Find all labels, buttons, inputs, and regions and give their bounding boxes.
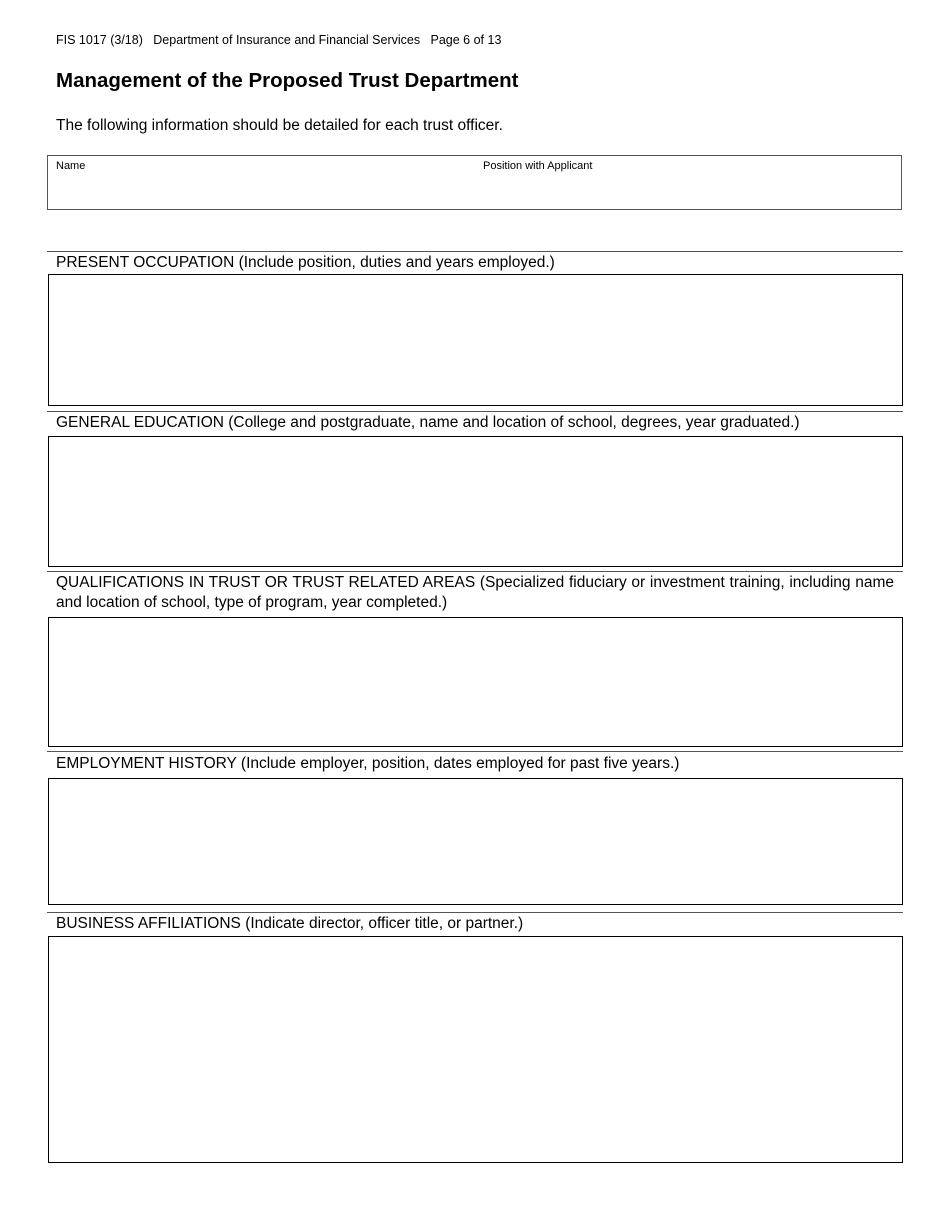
page-title: Management of the Proposed Trust Department bbox=[56, 69, 519, 92]
employment-history-field[interactable] bbox=[48, 778, 903, 905]
name-position-box[interactable] bbox=[47, 155, 902, 210]
section-divider bbox=[47, 912, 903, 913]
present-occupation-label: PRESENT OCCUPATION (Include position, duties and years employed.) bbox=[56, 254, 555, 271]
section-divider bbox=[47, 411, 903, 412]
qualifications-field[interactable] bbox=[48, 617, 903, 747]
form-header bbox=[56, 33, 501, 47]
department-name: Department of Insurance and Financial Services bbox=[153, 33, 421, 47]
business-affiliations-label: BUSINESS AFFILIATIONS (Indicate director, officer title, or partner.) bbox=[56, 915, 524, 932]
name-label: Name bbox=[56, 160, 86, 172]
section-divider bbox=[47, 751, 903, 752]
position-label: Position with Applicant bbox=[483, 160, 593, 172]
intro-text: The following information should be detailed for each trust officer. bbox=[56, 117, 503, 134]
general-education-field[interactable] bbox=[48, 436, 903, 567]
section-divider bbox=[47, 251, 903, 252]
general-education-label: GENERAL EDUCATION (College and postgraduate, name and location of school, degrees, year graduated.) bbox=[56, 414, 800, 431]
page-number: Page 6 of 13 bbox=[430, 33, 502, 47]
section-divider bbox=[47, 571, 903, 572]
present-occupation-field[interactable] bbox=[48, 274, 903, 406]
employment-history-label: EMPLOYMENT HISTORY (Include employer, position, dates employed for past five years.) bbox=[56, 755, 680, 772]
form-id: FIS 1017 (3/18) bbox=[56, 33, 143, 47]
business-affiliations-field[interactable] bbox=[48, 936, 903, 1163]
qualifications-label: QUALIFICATIONS IN TRUST OR TRUST RELATED AREAS (Specialized fiduciary or investment training, including name and location of school, type of program, year completed.) bbox=[56, 574, 894, 611]
